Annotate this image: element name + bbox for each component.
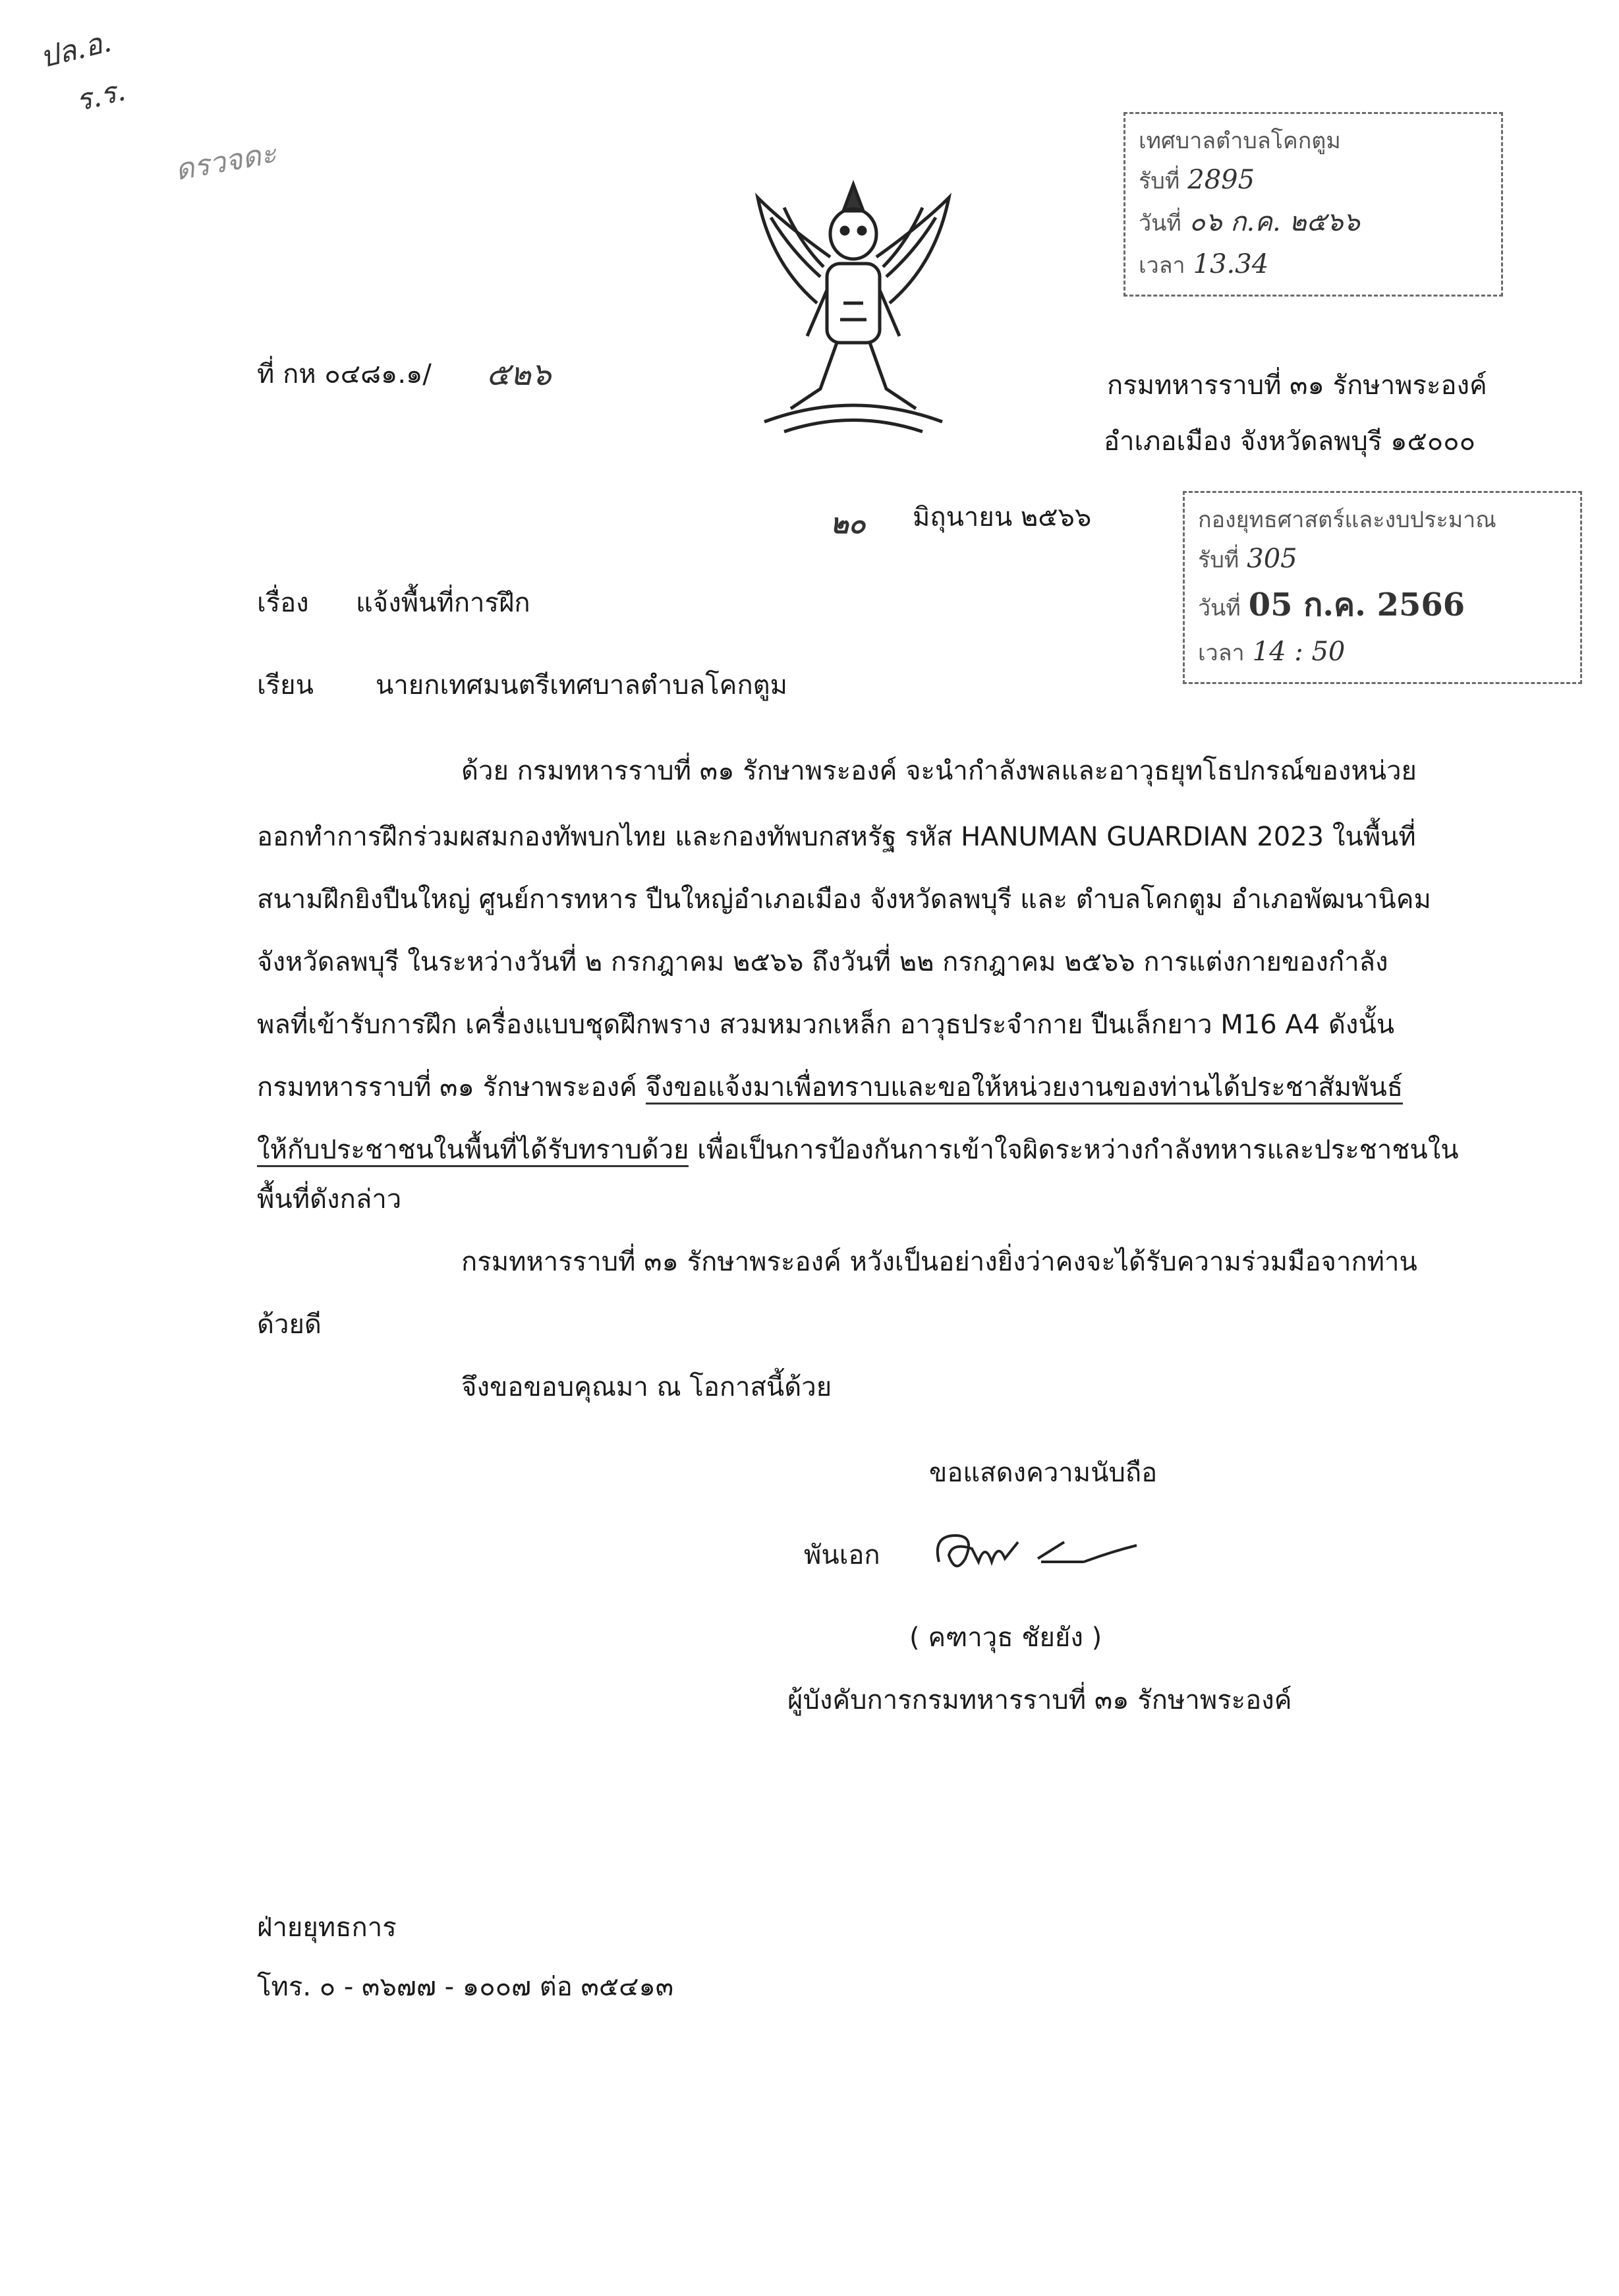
body-line: ออกทำการฝึกร่วมผสมกองทัพบกไทย และกองทัพบกสหรัฐ รหัส HANUMAN GUARDIAN 2023 ในพื้นที่: [257, 822, 1416, 852]
date-day-handwritten: ๒๐: [830, 507, 866, 540]
reference-number: ที่ กห ๐๔๘๑.๑/: [257, 359, 432, 389]
salutation-label: เรียน: [257, 670, 314, 701]
sender-org-line1: กรมทหารราบที่ ๓๑ รักษาพระองค์: [1107, 370, 1487, 401]
footer-department: ฝ่ายยุทธการ: [257, 1912, 397, 1943]
stamp-title: เทศบาลตำบลโคกตูม: [1139, 128, 1341, 154]
division-receipt-stamp: [1183, 491, 1582, 684]
margin-note-3: ดรวจดะ: [172, 136, 279, 188]
signer-rank: พันเอก: [804, 1540, 880, 1570]
body-line: จึงขอขอบคุณมา ณ โอกาสนี้ด้วย: [461, 1372, 832, 1402]
body-line: พื้นที่ดังกล่าว: [257, 1184, 402, 1215]
underlined-request: จึงขอแจ้งมาเพื่อทราบและขอให้หน่วยงานของท่านได้ประชาสัมพันธ์: [646, 1072, 1404, 1105]
stamp-time: 13.34: [1193, 249, 1269, 280]
footer-phone: โทร. ๐ - ๓๖๗๗ - ๑๐๐๗ ต่อ ๓๕๔๑๓: [257, 1972, 674, 2002]
handwritten-signature: [926, 1522, 1143, 1582]
body-line: [257, 1074, 1403, 1101]
stamp-title: กองยุทธศาสตร์และงบประมาณ: [1198, 507, 1496, 533]
subject-text: แจ้งพื้นที่การฝึก: [356, 588, 530, 618]
stamp-label: เวลา: [1139, 252, 1185, 279]
stamp-label: วันที่: [1198, 595, 1241, 622]
stamp-label: วันที่: [1139, 210, 1181, 237]
body-line: [257, 1137, 1459, 1163]
stamp-date: 05 ก.ค. 2566: [1248, 587, 1465, 624]
stamp-label: เวลา: [1198, 640, 1245, 667]
stamp-time: 14 : 50: [1252, 637, 1346, 668]
municipality-receipt-stamp: [1123, 112, 1503, 297]
closing-regards: ขอแสดงความนับถือ: [929, 1458, 1158, 1488]
salutation-text: นายกเทศมนตรีเทศบาลตำบลโคกตูม: [376, 670, 787, 701]
stamp-label: รับที่: [1139, 168, 1180, 195]
margin-note-1: ปล.อ.: [36, 24, 115, 75]
garuda-emblem-icon: [745, 171, 962, 442]
stamp-receive-no: 305: [1247, 544, 1297, 575]
body-line: กรมทหารราบที่ ๓๑ รักษาพระองค์ หวังเป็นอย่างยิ่งว่าคงจะได้รับความร่วมมือจากท่าน: [461, 1247, 1417, 1277]
body-text: เพื่อเป็นการป้องกันการเข้าใจผิดระหว่างกำลังทหารและประชาชนใน: [689, 1135, 1459, 1165]
body-line: จังหวัดลพบุรี ในระหว่างวันที่ ๒ กรกฎาคม ๒๕๖๖ ถึงวันที่ ๒๒ กรกฎาคม ๒๕๖๖ การแต่งกายของกำลัง: [257, 947, 1388, 977]
sender-org-line2: อำเภอเมือง จังหวัดลพบุรี ๑๕๐๐๐: [1104, 426, 1476, 457]
stamp-receive-no: 2895: [1187, 165, 1255, 196]
stamp-date: ๐๖ ก.ค. ๒๕๖๖: [1189, 207, 1360, 238]
margin-note-2: ร.ร.: [72, 73, 129, 119]
body-line: สนามฝึกยิงปืนใหญ่ ศูนย์การทหาร ปืนใหญ่อำเภอเมือง จังหวัดลพบุรี และ ตำบลโคกตูม อำเภอพัฒนานิคม: [257, 884, 1431, 915]
body-line: ด้วยดี: [257, 1309, 322, 1340]
body-line: ด้วย กรมทหารราบที่ ๓๑ รักษาพระองค์ จะนำกำลังพลและอาวุธยุทโธปกรณ์ของหน่วย: [461, 756, 1417, 786]
signer-name: ( คฑาวุธ ชัยยัง ): [909, 1622, 1102, 1653]
reference-handwritten: ๕๒๖: [486, 356, 552, 393]
body-text: กรมทหารราบที่ ๓๑ รักษาพระองค์: [257, 1072, 646, 1103]
signer-position: ผู้บังคับการกรมทหารราบที่ ๓๑ รักษาพระองค์: [787, 1685, 1292, 1715]
stamp-label: รับที่: [1198, 547, 1239, 574]
body-line: พลที่เข้ารับการฝึก เครื่องแบบชุดฝึกพราง สวมหมวกเหล็ก อาวุธประจำกาย ปืนเล็กยาว M16 A4 ดังนั้น: [257, 1010, 1395, 1040]
document-date: มิถุนายน ๒๕๖๖: [913, 502, 1092, 532]
underlined-request: ให้กับประชาชนในพื้นที่ได้รับทราบด้วย: [257, 1135, 689, 1167]
subject-label: เรื่อง: [257, 588, 309, 618]
